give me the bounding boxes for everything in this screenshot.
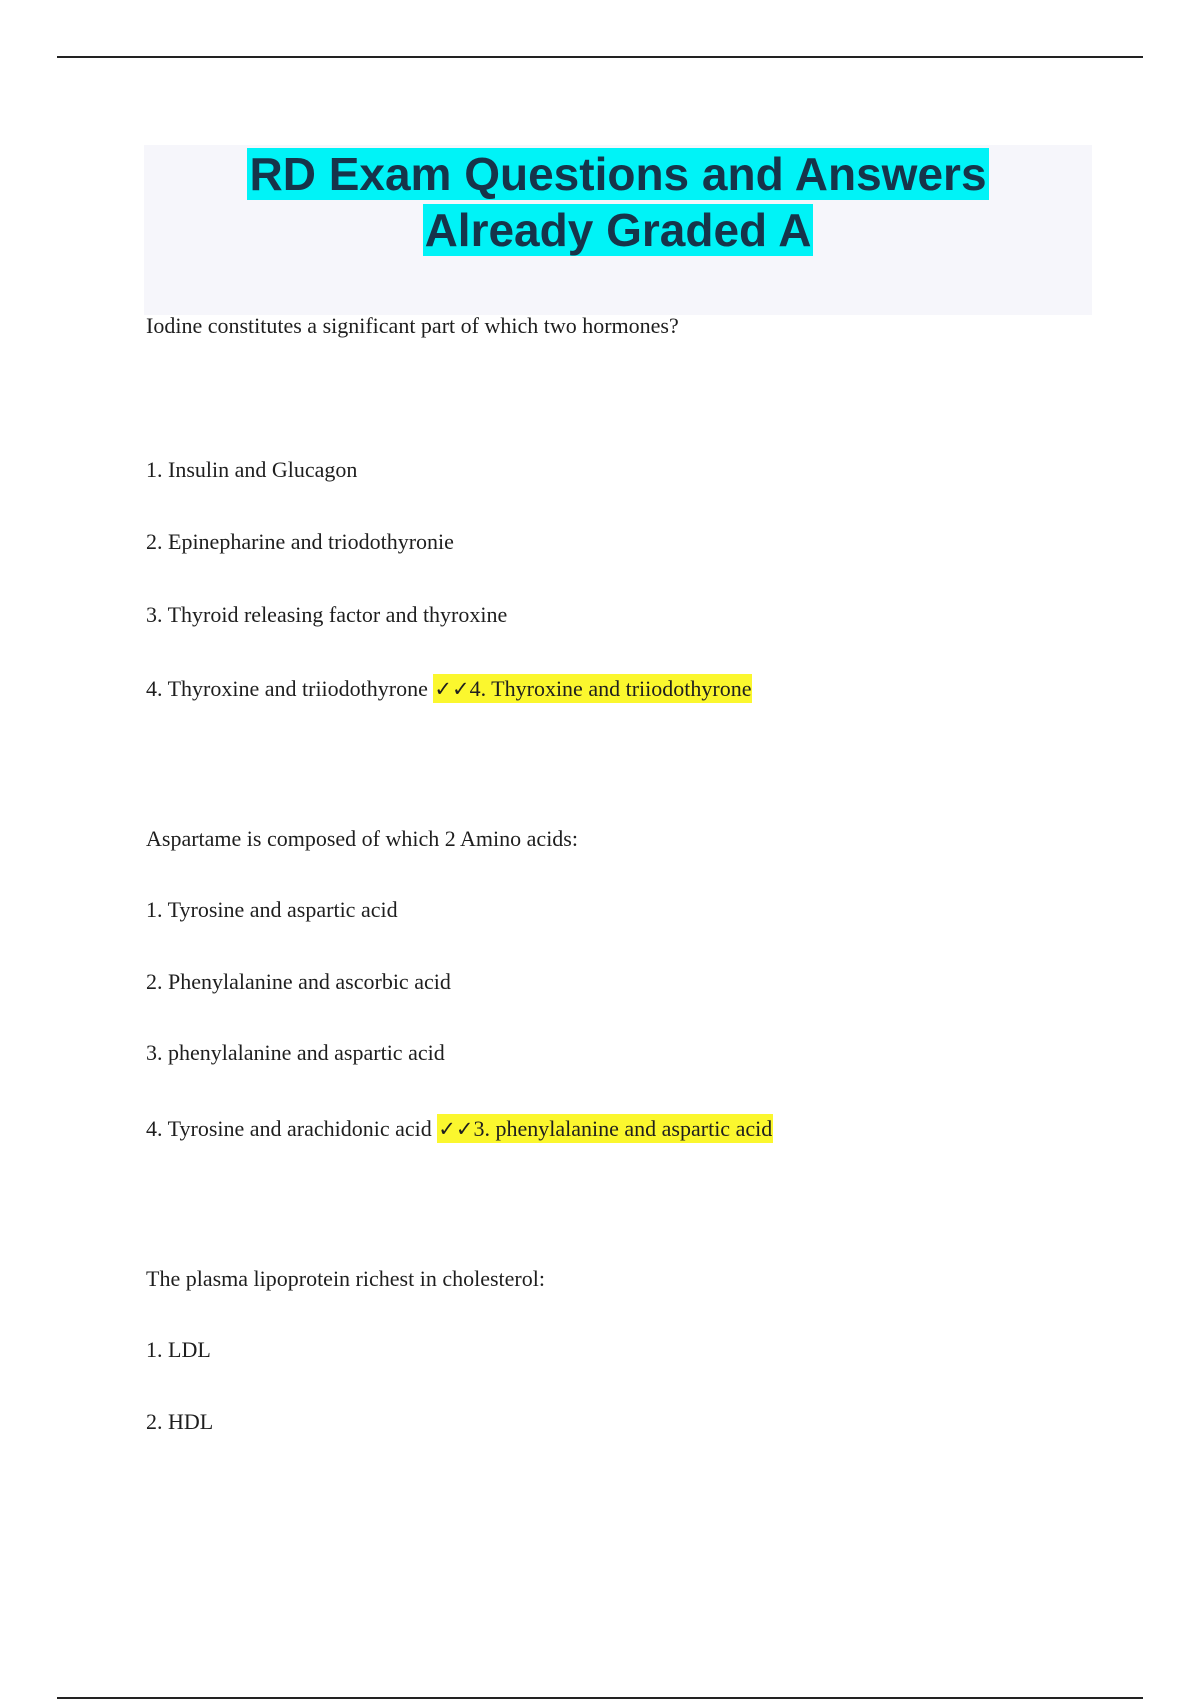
question-1-option-4-row: [146, 674, 752, 704]
question-1-option-1: 1. Insulin and Glucagon: [146, 457, 358, 482]
double-check-icon: ✓✓: [434, 677, 470, 701]
question-1-answer-text: 4. Thyroxine and triiodothyrone: [469, 676, 752, 701]
question-2-option-2: 2. Phenylalanine and ascorbic acid: [146, 969, 451, 994]
question-2-option-3: 3. phenylalanine and aspartic acid: [146, 1040, 445, 1065]
page-top-rule: [57, 56, 1143, 58]
page-bottom-rule: [57, 1697, 1143, 1699]
question-2-answer-text: 3. phenylalanine and aspartic acid: [473, 1116, 773, 1141]
question-1-option-4: 4. Thyroxine and triiodothyrone: [146, 676, 428, 701]
question-1-answer: [433, 674, 752, 703]
question-1-option-2: 2. Epinepharine and triodothyronie: [146, 529, 454, 554]
document-title: [144, 146, 1092, 258]
question-2-option-4: 4. Tyrosine and arachidonic acid: [146, 1116, 432, 1141]
title-line-2: Already Graded A: [424, 204, 812, 256]
question-2-text: Aspartame is composed of which 2 Amino acids:: [146, 826, 578, 851]
title-line-1: RD Exam Questions and Answers: [249, 148, 987, 200]
question-2-answer: [437, 1114, 773, 1143]
question-3-option-1: 1. LDL: [146, 1337, 211, 1362]
question-2-option-4-row: [146, 1114, 773, 1144]
double-check-icon: ✓✓: [438, 1117, 474, 1141]
question-3-option-2: 2. HDL: [146, 1409, 214, 1434]
question-1-text: Iodine constitutes a significant part of which two hormones?: [146, 313, 679, 338]
question-3-text: The plasma lipoprotein richest in cholesterol:: [146, 1266, 545, 1291]
question-1-option-3: 3. Thyroid releasing factor and thyroxine: [146, 602, 508, 627]
question-2-option-1: 1. Tyrosine and aspartic acid: [146, 897, 398, 922]
